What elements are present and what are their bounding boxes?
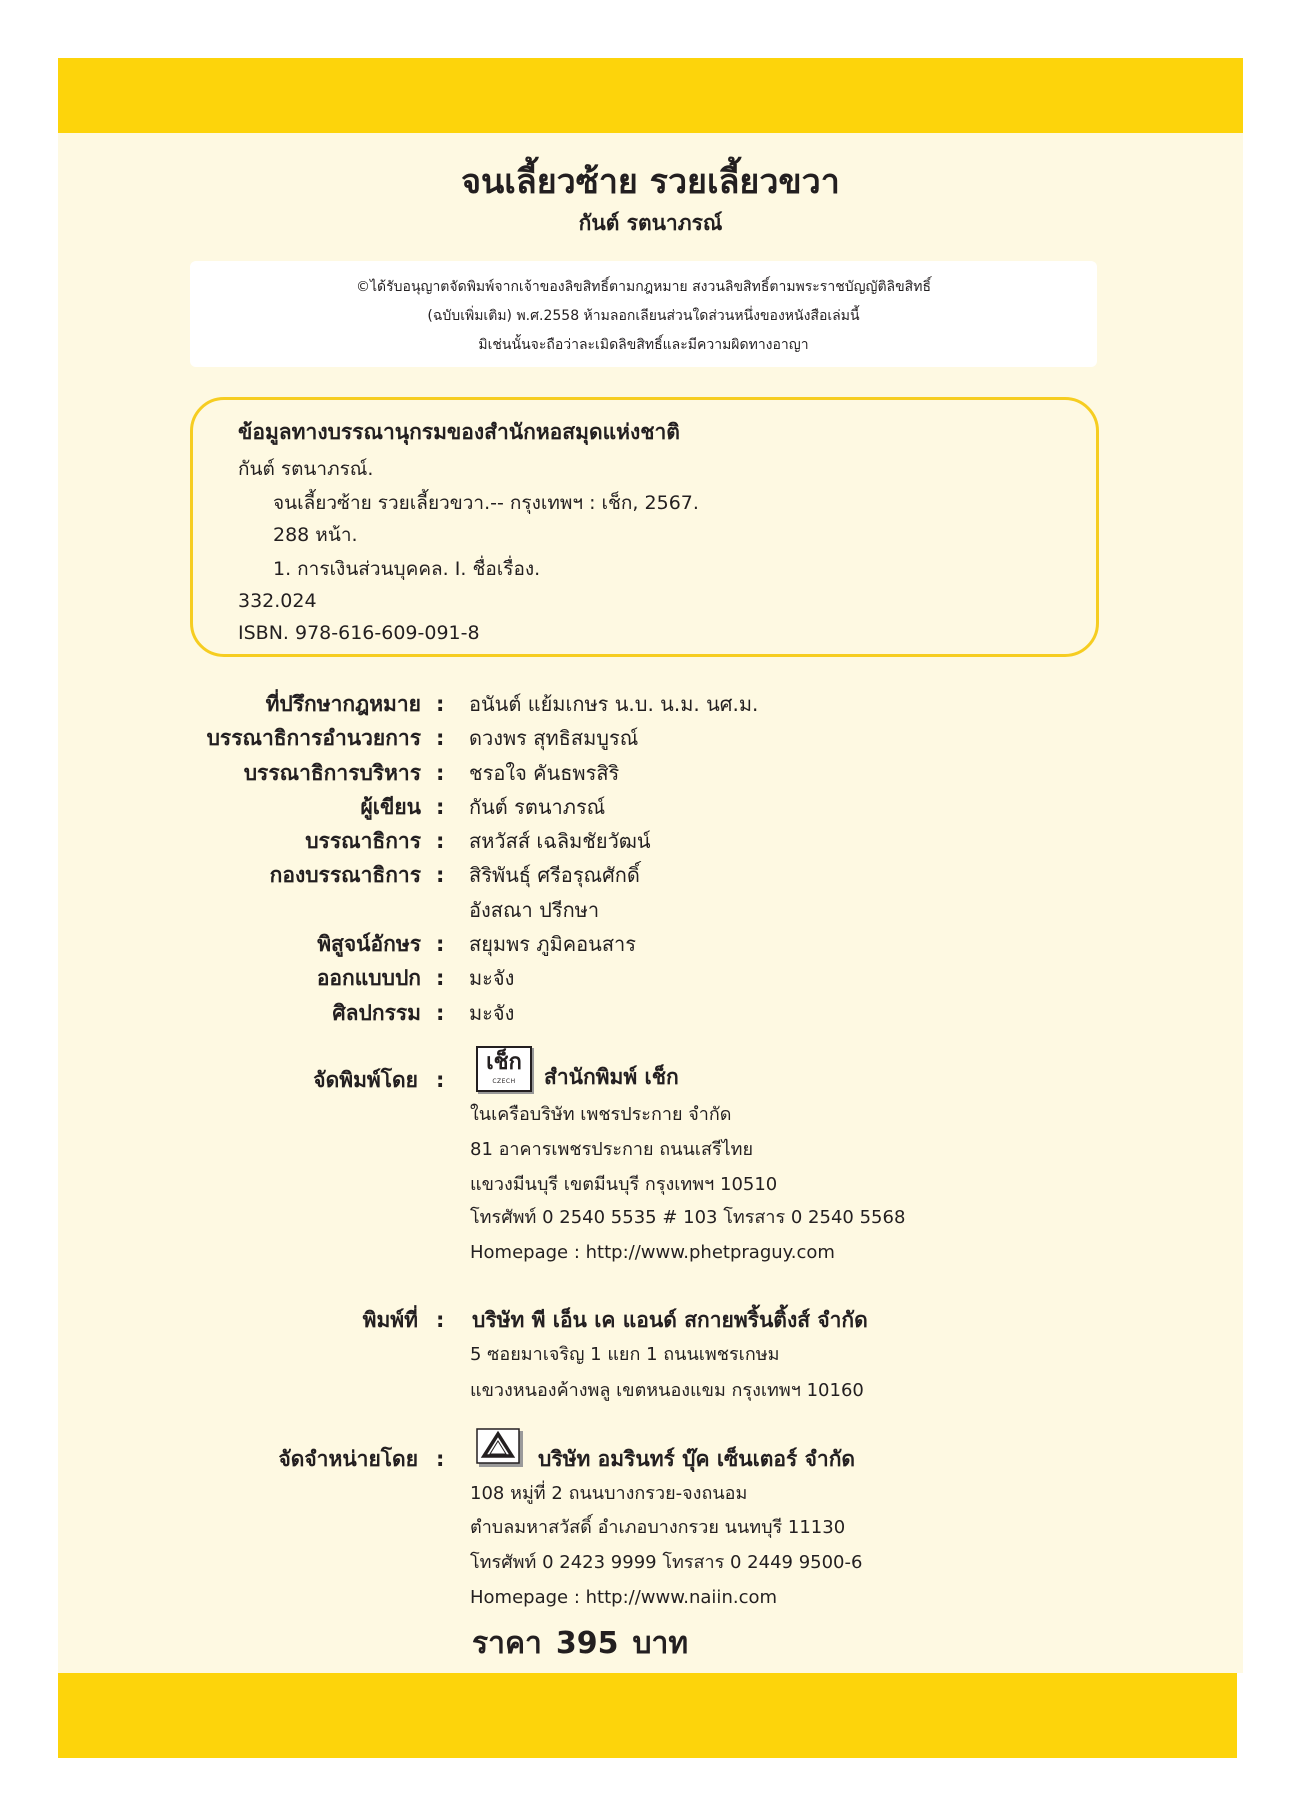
price-currency: บาท xyxy=(632,1626,689,1661)
publisher-homepage: Homepage : http://www.phetpraguy.com xyxy=(470,1242,835,1263)
credit-label: บรรณาธิการอำนวยการ xyxy=(206,726,421,751)
credit-value: มะจัง xyxy=(469,966,515,991)
distributor-label: จัดจำหน่ายโดย xyxy=(278,1447,418,1471)
credit-row xyxy=(0,927,1306,961)
credit-row xyxy=(0,824,1306,858)
cip-line: 1. การเงินส่วนบุคคล. I. ชื่อเรื่อง. xyxy=(273,558,541,580)
cip-heading: ข้อมูลทางบรรณานุกรมของสำนักหอสมุดแห่งชาติ xyxy=(238,420,680,444)
credit-label: ผู้เขียน xyxy=(360,794,421,819)
copyright-line: ©ได้รับอนุญาตจัดพิมพ์จากเจ้าของลิขสิทธิ์ตามกฎหมาย สงวนลิขสิทธิ์ตามพระราชบัญญัติลิขสิทธิ์ xyxy=(356,279,931,295)
credit-value: ดวงพร สุทธิสมบูรณ์ xyxy=(469,726,639,751)
credit-separator: : xyxy=(436,794,445,819)
credit-separator: : xyxy=(436,966,445,991)
price-amount: 395 xyxy=(555,1626,619,1661)
cip-line: 332.024 xyxy=(238,590,317,612)
top-yellow-band xyxy=(58,58,1243,133)
credit-value: สยุมพร ภูมิคอนสาร xyxy=(469,932,637,957)
credit-row xyxy=(0,893,1306,927)
publisher-line: ในเครือบริษัท เพชรประกาย จำกัด xyxy=(470,1104,732,1125)
credit-row xyxy=(0,996,1306,1030)
amarin-logo-icon xyxy=(476,1428,524,1468)
distributor-separator: : xyxy=(436,1447,445,1471)
cip-line: กันต์ รตนาภรณ์. xyxy=(238,458,374,480)
credit-separator: : xyxy=(436,863,445,888)
bottom-yellow-band xyxy=(58,1673,1237,1758)
copyright-line: (ฉบับเพิ่มเติม) พ.ศ.2558 ห้ามลอกเลียนส่วนใดส่วนหนึ่งของหนังสือเล่มนี้ xyxy=(427,308,860,324)
cip-isbn: ISBN. 978-616-609-091-8 xyxy=(238,622,480,644)
czech-logo-subtext: CZECH xyxy=(492,1078,516,1085)
credit-separator: : xyxy=(436,829,445,854)
cataloging-in-publication-box xyxy=(190,397,1099,657)
credit-value: อนันต์ แย้มเกษร น.บ. น.ม. นศ.ม. xyxy=(469,692,759,716)
credit-label: ศิลปกรรม xyxy=(332,1000,421,1025)
credit-row xyxy=(0,756,1306,790)
credit-row xyxy=(0,858,1306,892)
credit-separator: : xyxy=(436,1000,445,1025)
credit-separator: : xyxy=(436,692,445,716)
czech-logo-icon xyxy=(476,1046,532,1092)
credit-value: อังสณา ปรีกษา xyxy=(469,897,600,922)
distributor-name: บริษัท อมรินทร์ บุ๊ค เซ็นเตอร์ จำกัด xyxy=(538,1447,856,1471)
copyright-line: มิเช่นนั้นจะถือว่าละเมิดลิขสิทธิ์และมีความผิดทางอาญา xyxy=(478,337,809,353)
cip-line: จนเลี้ยวซ้าย รวยเลี้ยวขวา.-- กรุงเทพฯ : เช็ก, 2567. xyxy=(273,492,699,514)
price xyxy=(472,1624,688,1664)
book-author: กันต์ รตนาภรณ์ xyxy=(578,211,723,235)
printer-line: แขวงหนองค้างพลู เขตหนองแขม กรุงเทพฯ 10160 xyxy=(470,1380,864,1401)
distributor-line: ตำบลมหาสวัสดิ์ อำเภอบางกรวย นนทบุรี 11130 xyxy=(470,1517,846,1538)
cip-line: 288 หน้า. xyxy=(273,524,358,546)
credit-row xyxy=(0,961,1306,995)
credit-separator: : xyxy=(436,760,445,785)
publisher-line: 81 อาคารเพชรประกาย ถนนเสรีไทย xyxy=(470,1139,754,1160)
credit-value: มะจัง xyxy=(469,1000,515,1025)
credit-value: ชรอใจ คันธพรสิริ xyxy=(469,760,620,785)
credit-label: บรรณาธิการ xyxy=(305,829,421,854)
printer-name: บริษัท พี เอ็น เค แอนด์ สกายพริ้นติ้งส์ จำกัด xyxy=(472,1308,868,1332)
credit-label: กองบรรณาธิการ xyxy=(269,863,421,888)
credit-separator: : xyxy=(436,932,445,957)
printer-separator: : xyxy=(436,1308,445,1332)
czech-logo-text: เช็ก xyxy=(486,1050,522,1075)
distributor-phone: โทรศัพท์ 0 2423 9999 โทรสาร 0 2449 9500-6 xyxy=(470,1552,863,1573)
publisher-separator: : xyxy=(436,1068,445,1092)
price-label: ราคา xyxy=(472,1626,542,1661)
credit-separator: : xyxy=(436,726,445,751)
credit-label: ที่ปรึกษากฎหมาย xyxy=(265,692,421,716)
credits-list xyxy=(0,687,1306,1030)
distributor-homepage: Homepage : http://www.naiin.com xyxy=(470,1587,778,1608)
printer-label: พิมพ์ที่ xyxy=(362,1308,418,1332)
credit-label: พิสูจน์อักษร xyxy=(317,932,421,957)
printer-line: 5 ซอยมาเจริญ 1 แยก 1 ถนนเพชรเกษม xyxy=(470,1344,780,1365)
credit-row xyxy=(0,687,1306,721)
publisher-name: สำนักพิมพ์ เช็ก xyxy=(544,1065,679,1089)
credit-value: กันต์ รตนาภรณ์ xyxy=(469,794,606,819)
credit-row xyxy=(0,721,1306,755)
publisher-phone: โทรศัพท์ 0 2540 5535 # 103 โทรสาร 0 2540 5568 xyxy=(470,1207,906,1228)
credit-label: บรรณาธิการบริหาร xyxy=(243,760,421,785)
credit-row xyxy=(0,790,1306,824)
publisher-line: แขวงมีนบุรี เขตมีนบุรี กรุงเทพฯ 10510 xyxy=(470,1174,778,1195)
copyright-notice xyxy=(190,261,1097,367)
book-title: จนเลี้ยวซ้าย รวยเลี้ยวขวา xyxy=(461,162,840,202)
credit-label: ออกแบบปก xyxy=(316,966,421,991)
credit-value: สิริพันธุ์ ศรีอรุณศักดิ์ xyxy=(469,863,640,888)
credit-value: สหวัสส์ เฉลิมชัยวัฒน์ xyxy=(469,829,651,854)
publisher-label: จัดพิมพ์โดย xyxy=(313,1068,418,1092)
distributor-line: 108 หมู่ที่ 2 ถนนบางกรวย-จงถนอม xyxy=(470,1483,748,1504)
